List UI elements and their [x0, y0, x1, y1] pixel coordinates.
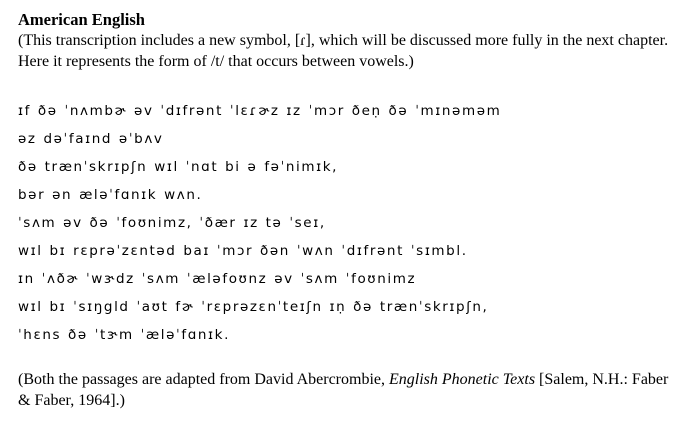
document-page [18, 10, 673, 411]
transcription-line: wɪl bɪ rɛprəˈzɛntəd baɪ ˈmɔr ðən ˈwʌn ˈdɪfrənt ˈsɪmbl. [18, 243, 468, 259]
citation-book-title: English Phonetic Texts [388, 371, 536, 388]
transcription-line: wɪl bɪ ˈsɪŋgld ˈaʊt fɚ ˈrɛprəzɛnˈteɪʃn ɪṇ ðə trænˈskrɪpʃn, [18, 299, 489, 315]
phonetic-transcription [18, 97, 673, 349]
transcription-line: ðə trænˈskrɪpʃn wɪl ˈnɑt bi ə fəˈnimɪk, [18, 159, 339, 175]
source-citation [18, 369, 670, 411]
transcription-line: ɪn ˈʌðɚ ˈwɝdz ˈsʌm ˈæləfoʊnz əv ˈsʌm ˈfoʊnimz [18, 271, 417, 287]
section-title: American English [18, 10, 145, 29]
transcription-line: ˈsʌm əv ðə ˈfoʊnimz, ˈðær ɪz tə ˈseɪ, [18, 215, 326, 231]
transcription-line: əz dəˈfaɪnd əˈbʌv [18, 131, 164, 147]
transcription-line: ɪf ðə ˈnʌmbɚ əv ˈdɪfrənt ˈlɛɾɚz ɪz ˈmɔr ðeṇ ðə ˈmɪnəməm [18, 103, 502, 119]
citation-suffix: [Salem, N.H.: Faber & Faber, 1964].) [18, 371, 669, 409]
intro-paragraph: (This transcription includes a new symbol, [ɾ], which will be discussed more fully in the next chapter. Here it represents the form of /t/ that occurs between vowels.) [18, 32, 669, 70]
transcription-line: bər ən æləˈfɑnɪk wʌn. [18, 187, 203, 203]
citation-prefix: (Both the passages are adapted from David Abercrombie, [18, 371, 389, 388]
transcription-line: ˈhɛns ðə ˈtɝm ˈæləˈfɑnɪk. [18, 327, 230, 343]
